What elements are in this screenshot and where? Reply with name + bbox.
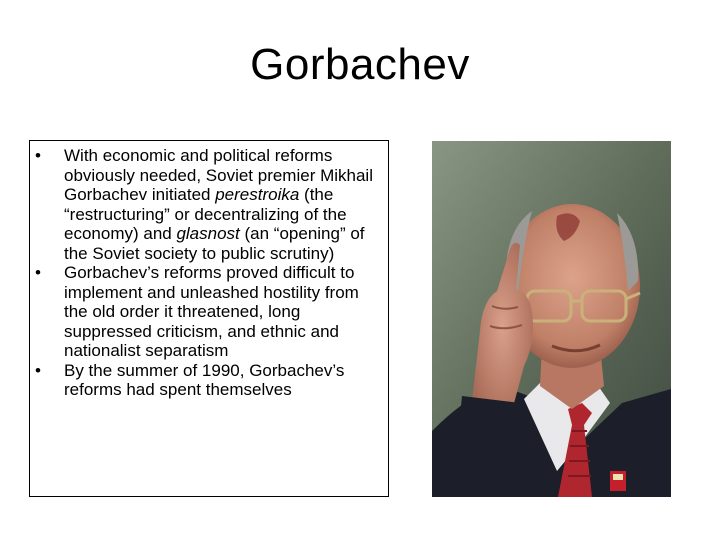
bullet-text-italic: glasnost (176, 224, 240, 243)
slide-title: Gorbachev (250, 40, 470, 89)
bullet-item (30, 146, 384, 263)
bullet-list (30, 146, 384, 400)
bullet-text-italic: perestroika (215, 185, 300, 204)
bullet-text: With economic and political reforms obviously needed, Soviet premier Mikhail Gorbachev initiated (64, 146, 373, 204)
bullet-item (30, 263, 384, 361)
portrait-photo (432, 141, 671, 497)
bullet-text: (the “restructuring” or decentralizing of the economy) and (64, 185, 347, 243)
bullet-marker: • (35, 146, 41, 165)
bullet-text: (an “opening” of the Soviet society to public scrutiny) (64, 224, 365, 263)
bullet-text: By the summer of 1990, Gorbachev’s reforms had spent themselves (64, 360, 345, 399)
bullet-text-box (29, 140, 389, 497)
bullet-marker: • (35, 263, 41, 282)
bullet-marker: • (35, 360, 41, 380)
bullet-text: Gorbachev’s reforms proved difficult to implement and unleashed hostility from the old order it threatened, long suppressed criticism, and ethnic and nationalist separatism (64, 263, 359, 360)
bullet-item (30, 361, 384, 400)
portrait-photo-icon (432, 141, 671, 497)
